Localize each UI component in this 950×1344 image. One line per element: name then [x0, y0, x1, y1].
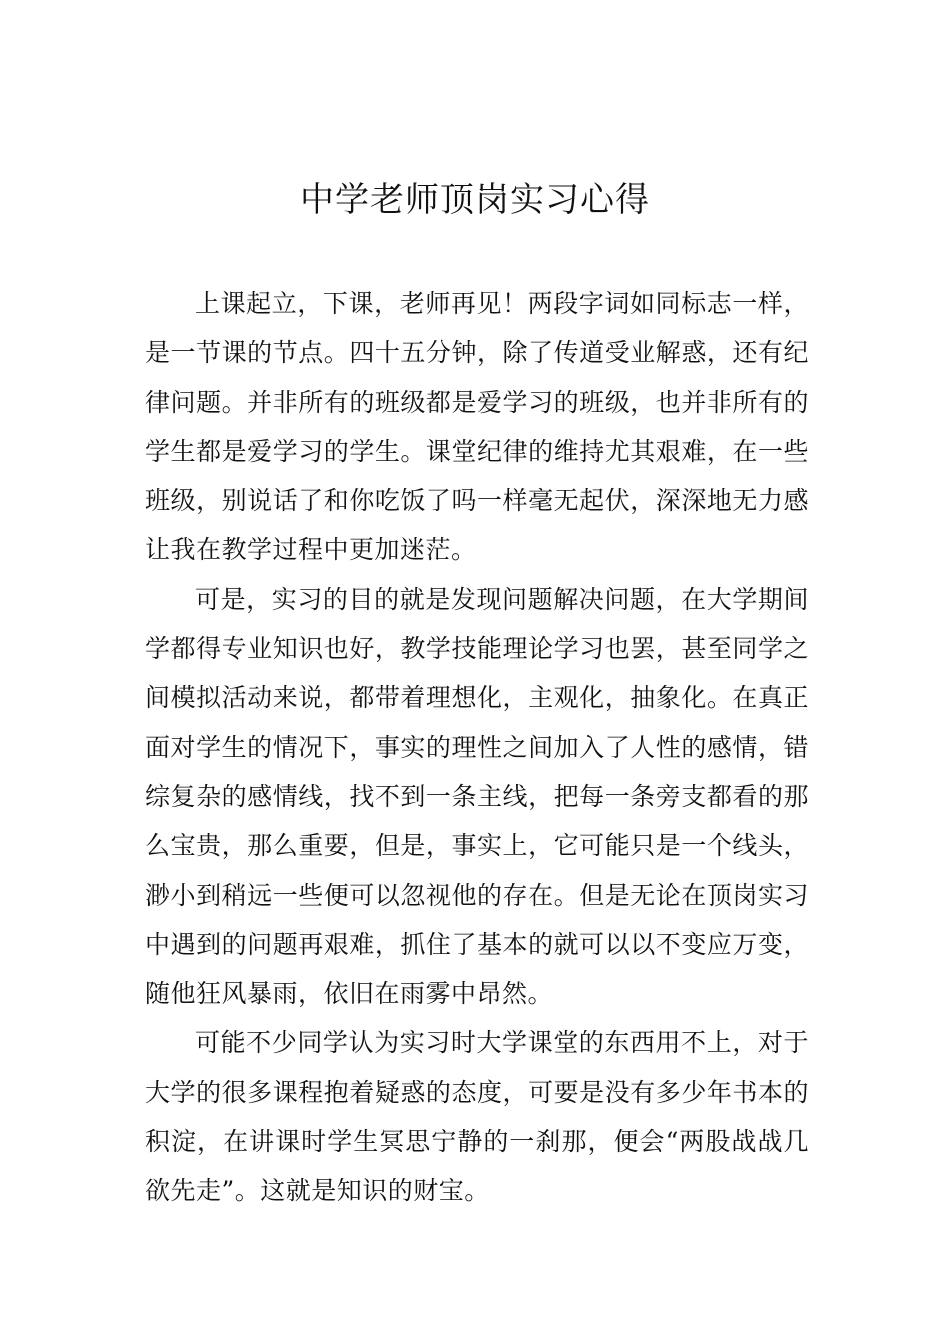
- paragraph-3: 可能不少同学认为实习时大学课堂的东西用不上，对于大学的很多课程抱着疑惑的态度，可要是没有多少年书本的积淀，在讲课时学生冥思宁静的一刹那，便会“两股战战几欲先走”。这就是知识的财宝。: [145, 1028, 809, 1206]
- document-title: 中学老师顶岗实习心得: [300, 180, 650, 220]
- paragraph-1: 上课起立，下课，老师再见！两段字词如同标志一样，是一节课的节点。四十五分钟，除了传道受业解惑，还有纪律问题。并非所有的班级都是爱学习的班级，也并非所有的学生都是爱学习的学生。课堂纪律的维持尤其艰难，在一些班级，别说话了和你吃饭了吗一样毫无起伏，深深地无力感让我在教学过程中更加迷茫。: [145, 289, 809, 565]
- document-body: [145, 279, 809, 1216]
- paragraph-2: 可是，实习的目的就是发现问题解决问题，在大学期间学都得专业知识也好，教学技能理论学习也罢，甚至同学之间模拟活动来说，都带着理想化，主观化，抽象化。在真正面对学生的情况下，事实的理性之间加入了人性的感情，错综复杂的感情线，找不到一条主线，把每一条旁支都看的那么宝贵，那么重要，但是，事实上，它可能只是一个线头，渺小到稍远一些便可以忽视他的存在。但是无论在顶岗实习中遇到的问题再艰难，抓住了基本的就可以以不变应万变，随他狂风暴雨，依旧在雨雾中昂然。: [145, 584, 809, 1009]
